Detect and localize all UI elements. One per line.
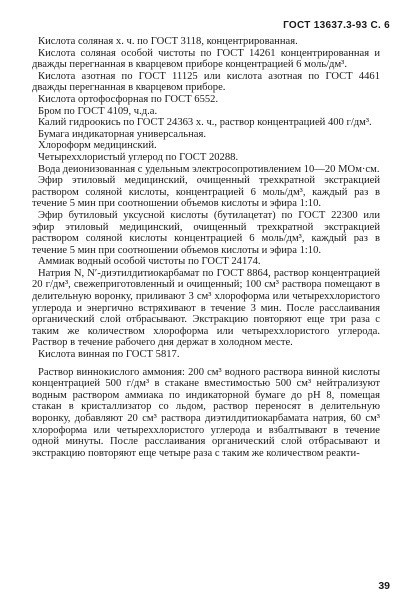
paragraph: Аммиак водный особой чистоты по ГОСТ 24174. <box>38 256 261 268</box>
paragraph: Эфир этиловый медицинский, очищенный трехкратной экстракцией раствором соляной кислоты, концентрацией 6 моль/дм³, каждый раз в течение 5 мин при соотношении объемов кислоты и эфира 1:10. <box>32 175 380 210</box>
paragraph: Четыреххлористый углерод по ГОСТ 20288. <box>38 151 239 163</box>
paragraph: Раствор виннокислого аммония: 200 см³ водного раствора винной кислоты концентрацией 500 г/дм³ в стакане вместимостью 500 см³ нейтрализуют водным раствором аммиака по индикаторной бумаге до рН 8, помещая стакан в кристаллизатор со льдом, раствор переносят в делительную воронку, добавляют 20 см³ раствора диэтилдитиокарбамата натрия, 60 см³ хлороформа или четыреххлористого углерода и взбалтывают в течение одной минуты. После расслаивания органический слой отбрасывают и экстракцию повторяют еще четыре раза с таким же количеством реакти- <box>32 366 380 459</box>
paragraph: Натрия N, N′-диэтилдитиокарбамат по ГОСТ 8864, раствор концентрацией 20 г/дм³, свежеприготовленный и очищенный; 100 см³ раствора помещают в делительную воронку, приливают 3 см³ хлороформа или четыреххлористого углерода и энергично встряхивают в течение 3 мин. После расслаивания органический слой отбрасывают. Экстракцию повторяют еще три раза с таким же количеством хлороформа или четыреххлористого углерода. Раствор в течение рабочего дня держат в холодном месте. <box>32 267 380 349</box>
paragraph: Вода деионизованная с удельным электросопротивлением 10—20 МОм·см. <box>38 163 380 175</box>
page-header: ГОСТ 13637.3-93 С. 6 <box>283 20 390 31</box>
page-number: 39 <box>378 580 390 592</box>
paragraph: Хлороформ медицинский. <box>38 140 157 152</box>
paragraph: Кислота азотная по ГОСТ 11125 или кислота азотная по ГОСТ 4461 дважды перегнанная в кварцевом приборе. <box>32 70 380 94</box>
paragraph: Кислота соляная особой чистоты по ГОСТ 14261 концентрированная и дважды перегнанная в кварцевом приборе концентрацией 6 моль/дм³. <box>32 47 380 71</box>
document-body <box>32 36 380 459</box>
paragraph: Кислота ортофосфорная по ГОСТ 6552. <box>38 93 219 105</box>
paragraph: Бром по ГОСТ 4109, ч.д.а. <box>38 105 158 117</box>
paragraph: Кислота винная по ГОСТ 5817. <box>38 349 180 361</box>
paragraph: Эфир бутиловый уксусной кислоты (бутилацетат) по ГОСТ 22300 или эфир этиловый медицинский, очищенный трехкратной экстракцией раствором соляной кислоты концентрацией 6 моль/дм³, каждый раз в течение 5 мин при соотношении объемов кислоты и эфира 1:10. <box>32 209 380 256</box>
paragraph: Калий гидроокись по ГОСТ 24363 х. ч., раствор концентрацией 400 г/дм³. <box>38 117 372 129</box>
paragraph: Кислота соляная х. ч. по ГОСТ 3118, концентрированная. <box>38 36 298 47</box>
paragraph: Бумага индикаторная универсальная. <box>38 128 207 140</box>
